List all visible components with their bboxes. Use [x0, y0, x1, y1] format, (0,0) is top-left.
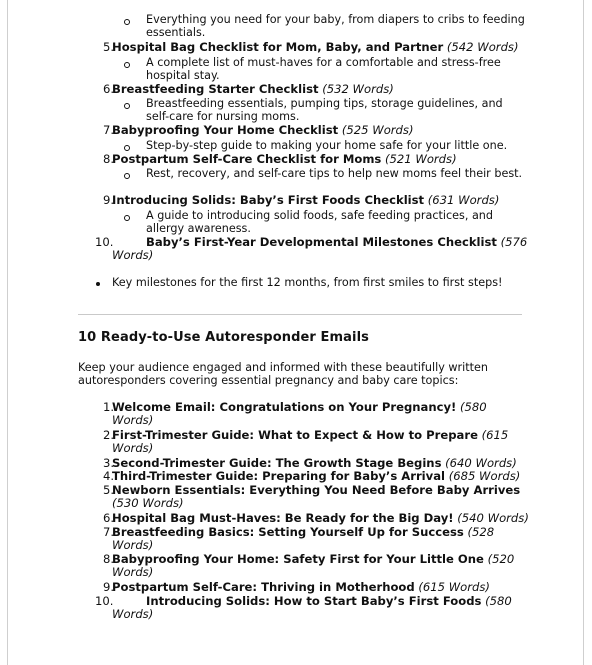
email-item-words: (540 Words): [457, 511, 529, 525]
email-item-number: 7.: [102, 525, 114, 539]
email-item-words-continued: (530 Words): [112, 496, 184, 510]
email-item-number: 8.: [102, 552, 114, 566]
email-item-title: Introducing Solids: How to Start Baby’s First Foods: [146, 594, 482, 608]
checklist-item-title: Babyproofing Your Home Checklist: [112, 123, 339, 137]
email-item-number: 6.: [102, 511, 114, 525]
email-item-number: 3.: [102, 456, 114, 470]
email-item: [112, 512, 529, 526]
checklist-item-description: Rest, recovery, and self-care tips to help new moms feel their best.: [146, 167, 523, 180]
emails-intro: Keep your audience engaged and informed with these beautifully written autoresponders covering essential pregnancy and baby care topics:: [78, 361, 489, 387]
checklist-item-number: 9.: [102, 193, 114, 207]
email-item: [112, 470, 520, 484]
email-item-words-continued: Words): [112, 607, 154, 621]
checklist-item-description: Step-by-step guide to making your home safe for your little one.: [146, 139, 508, 152]
email-item-words: (580: [485, 594, 512, 608]
checklist-item-description: A guide to introducing solid foods, safe feeding practices, and allergy awareness.: [146, 209, 493, 235]
checklist-item-10-number: 10.: [95, 235, 114, 249]
email-item-title: Second-Trimester Guide: The Growth Stage Begins: [112, 456, 442, 470]
checklist-item-words: (542 Words): [446, 40, 519, 54]
email-item-words: (615: [481, 428, 509, 442]
checklist-item-title: Introducing Solids: Baby’s First Foods Checklist: [112, 193, 425, 207]
email-item-words-continued: Words): [112, 538, 154, 552]
email-item-title: Babyproofing Your Home: Safety First for Your Little One: [112, 552, 484, 566]
email-item: [112, 401, 487, 415]
checklist-item-10: [146, 236, 527, 250]
hollow-bullet-icon: [124, 215, 130, 221]
email-item-title: Hospital Bag Must-Haves: Be Ready for the Big Day!: [112, 511, 454, 525]
checklist-item-10-title: Baby’s First-Year Developmental Milestones Checklist: [146, 235, 497, 249]
email-item-words: (615 Words): [418, 580, 490, 594]
checklist-item-description: A complete list of must-haves for a comfortable and stress-free hospital stay.: [146, 56, 501, 82]
checklist-item: [112, 83, 394, 97]
email-item-words: (528: [467, 525, 495, 539]
checklist-item-words: (532 Words): [322, 82, 394, 96]
checklist-item-10-words-continued: Words): [112, 248, 154, 262]
email-item-title: Third-Trimester Guide: Preparing for Baby’s Arrival: [112, 469, 446, 483]
email-item-title: Breastfeeding Basics: Setting Yourself Up for Success: [112, 525, 464, 539]
checklist-item: [112, 124, 413, 138]
hollow-bullet-icon: [124, 19, 130, 25]
checklist-item-number: 7.: [102, 123, 114, 137]
email-item-words: (640 Words): [445, 456, 517, 470]
checklist-item: [112, 194, 499, 208]
email-item-title: Postpartum Self-Care: Thriving in Motherhood: [112, 580, 415, 594]
email-item-number: 10.: [95, 594, 114, 608]
email-item-number: 9.: [102, 580, 114, 594]
email-item-words-continued: Words): [112, 413, 154, 427]
email-item-number: 4.: [102, 469, 114, 483]
email-item-words: (520: [487, 552, 515, 566]
checklist-item-4-description: Everything you need for your baby, from diapers to cribs to feeding essentials.: [146, 13, 525, 39]
email-item: [146, 595, 512, 609]
checklist-item-10-words: (576: [500, 235, 528, 249]
hollow-bullet-icon: [124, 62, 130, 68]
email-item-number: 5.: [102, 483, 114, 497]
checklist-item-title: Postpartum Self-Care Checklist for Moms: [112, 152, 382, 166]
email-item-title: First-Trimester Guide: What to Expect & How to Prepare: [112, 428, 478, 442]
email-item: [112, 553, 514, 567]
milestones-bullet-text: Key milestones for the first 12 months, from first smiles to first steps!: [112, 276, 503, 289]
emails-heading: 10 Ready-to-Use Autoresponder Emails: [78, 330, 369, 345]
checklist-item-number: 6.: [102, 82, 114, 96]
email-item-words: (580: [459, 400, 487, 414]
email-item-number: 2.: [102, 428, 114, 442]
document-page: [7, 0, 584, 665]
checklist-item-words: (521 Words): [385, 152, 457, 166]
checklist-item-words: (631 Words): [427, 193, 500, 207]
checklist-item-words: (525 Words): [341, 123, 414, 137]
hollow-bullet-icon: [124, 173, 130, 179]
email-item: [112, 526, 494, 540]
checklist-item-number: 8.: [102, 152, 114, 166]
email-item-words-continued: Words): [112, 441, 154, 455]
hollow-bullet-icon: [124, 145, 130, 151]
email-item-words: (685 Words): [448, 469, 521, 483]
email-item-title: Newborn Essentials: Everything You Need Before Baby Arrives: [112, 483, 521, 497]
email-item-number: 1.: [102, 400, 114, 414]
checklist-item-title: Hospital Bag Checklist for Mom, Baby, and Partner: [112, 40, 444, 54]
checklist-item-title: Breastfeeding Starter Checklist: [112, 82, 319, 96]
checklist-item: [112, 153, 457, 167]
email-item-words-continued: Words): [112, 565, 154, 579]
checklist-item: [112, 41, 519, 55]
bullet-icon: [96, 282, 100, 286]
email-item: [112, 581, 490, 595]
hollow-bullet-icon: [124, 103, 130, 109]
section-divider: [78, 314, 522, 315]
checklist-item-description: Breastfeeding essentials, pumping tips, storage guidelines, and self-care for nursing moms.: [146, 97, 503, 123]
email-item: [112, 429, 508, 443]
checklist-item-number: 5.: [102, 40, 114, 54]
email-item-title: Welcome Email: Congratulations on Your Pregnancy!: [112, 400, 457, 414]
